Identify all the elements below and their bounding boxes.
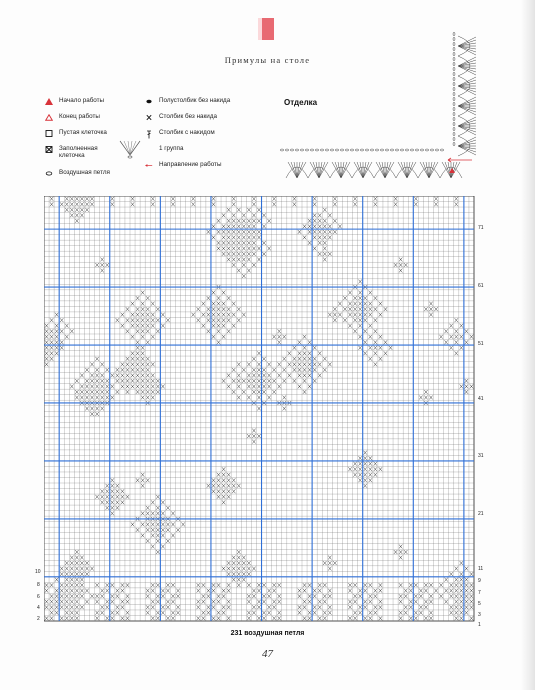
row-number: 4 bbox=[37, 605, 40, 611]
single-crochet-icon bbox=[145, 114, 153, 121]
edging-stitches bbox=[280, 32, 476, 178]
row-number: 3 bbox=[478, 612, 481, 618]
empty-cell-icon bbox=[45, 130, 53, 137]
row-number: 10 bbox=[35, 569, 41, 575]
row-number: 8 bbox=[37, 582, 40, 588]
start-triangle-icon bbox=[45, 98, 53, 105]
edging-diagram bbox=[276, 28, 486, 188]
row-number: 41 bbox=[478, 396, 484, 402]
row-number: 2 bbox=[37, 616, 40, 622]
page-number: 47 bbox=[262, 648, 273, 660]
chain-count-caption: 231 воздушная петля bbox=[230, 630, 305, 637]
row-number: 9 bbox=[478, 578, 481, 584]
direction-arrow-icon bbox=[145, 162, 153, 169]
row-number: 6 bbox=[37, 594, 40, 600]
double-crochet-icon bbox=[145, 130, 153, 139]
row-number: 21 bbox=[478, 511, 484, 517]
group-icon bbox=[117, 138, 143, 160]
page-edge-shadow bbox=[521, 0, 535, 690]
row-number: 51 bbox=[478, 341, 484, 347]
section-title: Примулы на столе bbox=[224, 55, 311, 65]
row-number: 31 bbox=[478, 453, 484, 459]
slip-stitch-icon bbox=[145, 98, 153, 105]
row-number: 7 bbox=[478, 590, 481, 596]
end-triangle-icon bbox=[45, 114, 53, 121]
start-triangle-icon bbox=[449, 168, 455, 173]
row-number: 71 bbox=[478, 225, 484, 231]
book-page: Примулы на столе Начало работы Конец работы Пустая клеточка Заполненная клеточка Воздушная петля Полустолбик без накида Столбик без накида Столбик с накидом 1 группа Направление работы Отделка 10 8 6 4 2 71 61 51 41 31 21 11 9 7 5 3 1 231 воздушная петля 47 bbox=[0, 0, 535, 690]
row-number: 5 bbox=[478, 601, 481, 607]
edging-title: Отделка bbox=[284, 98, 318, 107]
filled-cell-icon bbox=[45, 146, 53, 153]
row-number: 1 bbox=[478, 622, 481, 628]
filet-crochet-chart bbox=[44, 196, 484, 626]
chain-stitch-icon bbox=[45, 170, 53, 177]
book-logo-icon bbox=[258, 18, 274, 40]
direction-arrow-icon bbox=[448, 158, 472, 162]
row-number: 61 bbox=[478, 283, 484, 289]
row-number: 11 bbox=[478, 566, 484, 572]
